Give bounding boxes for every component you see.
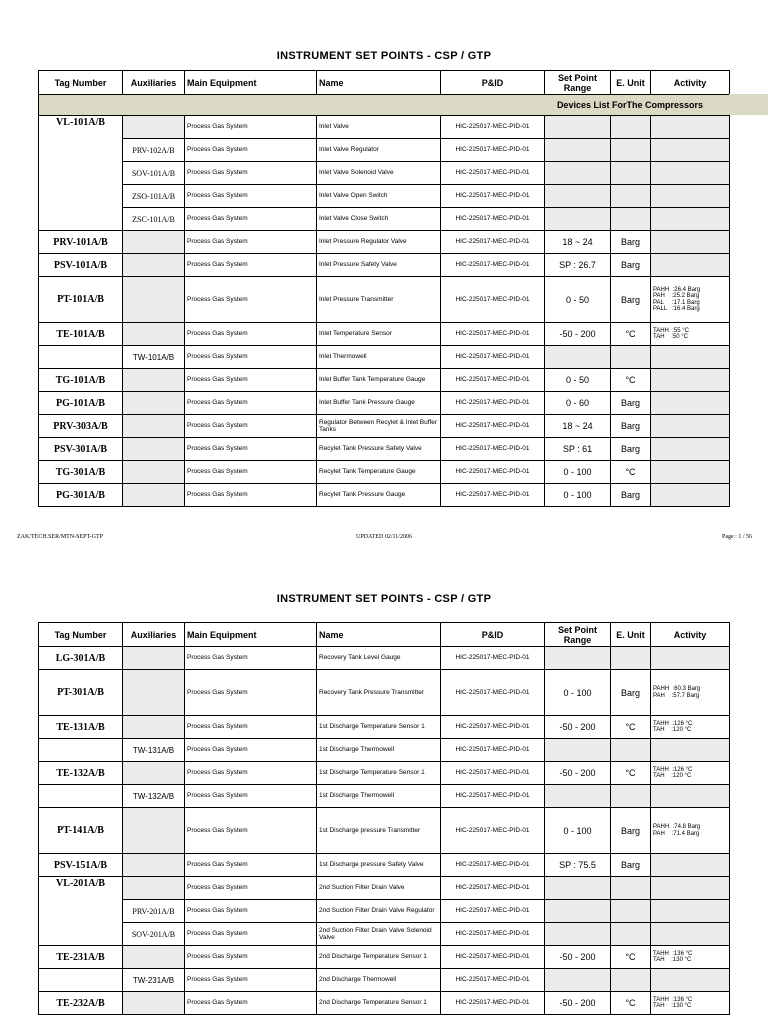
name-cell: Inlet Buffer Tank Temperature Gauge (317, 369, 441, 392)
unit-cell: °C (611, 992, 651, 1015)
set-point-cell: 0 - 60 (545, 392, 611, 415)
header-name: Name (317, 623, 441, 647)
table-row (39, 392, 730, 415)
set-point-cell (545, 346, 611, 369)
auxiliary-cell (123, 762, 185, 785)
header-tag-number: Tag Number (39, 623, 123, 647)
set-point-cell (545, 877, 611, 900)
set-point-cell (545, 923, 611, 946)
tag-number-cell (39, 346, 123, 369)
pid-cell: HIC-225017-MEC-PID-01 (441, 346, 545, 369)
unit-cell: Barg (611, 438, 651, 461)
set-point-cell (545, 116, 611, 139)
tag-number-cell: VL-201A/B (39, 877, 123, 946)
unit-cell (611, 785, 651, 808)
unit-cell: Barg (611, 484, 651, 507)
activity-cell (651, 438, 730, 461)
table-header-row (39, 623, 730, 647)
tag-number-cell: TE-132A/B (39, 762, 123, 785)
name-cell: Inlet Valve Regulator (317, 139, 441, 162)
unit-cell: Barg (611, 808, 651, 854)
auxiliary-cell (123, 854, 185, 877)
set-point-cell: -50 - 200 (545, 762, 611, 785)
pid-cell: HIC-225017-MEC-PID-01 (441, 877, 545, 900)
set-point-cell (545, 647, 611, 670)
tag-number-cell: TE-232A/B (39, 992, 123, 1015)
table-row (39, 162, 730, 185)
activity-cell (651, 346, 730, 369)
auxiliary-cell (123, 231, 185, 254)
table-row (39, 185, 730, 208)
auxiliary-cell (123, 277, 185, 323)
table-row (39, 923, 730, 946)
unit-cell: °C (611, 762, 651, 785)
activity-cell (651, 369, 730, 392)
header-e-unit: E. Unit (611, 71, 651, 95)
tag-number-cell: LG-301A/B (39, 647, 123, 670)
set-point-cell (545, 739, 611, 762)
activity-cell (651, 461, 730, 484)
header-auxiliaries: Auxiliaries (123, 71, 185, 95)
pid-cell: HIC-225017-MEC-PID-01 (441, 369, 545, 392)
name-cell: Inlet Pressure Regulator Valve (317, 231, 441, 254)
name-cell: 2nd Discharge Temperature Sensor 1 (317, 992, 441, 1015)
unit-cell (611, 139, 651, 162)
name-cell: 1st Discharge Temperature Sensor 1 (317, 762, 441, 785)
activity-cell: PAHH :26.4 Barg PAH :25.2 Barg PAL :17.1 Barg PALL :16.4 Barg (651, 277, 730, 323)
unit-cell (611, 969, 651, 992)
auxiliary-cell (123, 877, 185, 900)
tag-number-cell: PT-301A/B (39, 670, 123, 716)
name-cell: Recylet Tank Temperature Gauge (317, 461, 441, 484)
activity-cell (651, 415, 730, 438)
unit-cell: °C (611, 323, 651, 346)
pid-cell: HIC-225017-MEC-PID-01 (441, 923, 545, 946)
tag-number-cell (39, 739, 123, 762)
table-row (39, 254, 730, 277)
set-point-cell: 18 ~ 24 (545, 415, 611, 438)
name-cell: Recovery Tank Level Gauge (317, 647, 441, 670)
auxiliary-cell (123, 484, 185, 507)
header-pid: P&ID (441, 623, 545, 647)
table-row (39, 461, 730, 484)
activity-cell (651, 116, 730, 139)
set-point-cell: -50 - 200 (545, 992, 611, 1015)
table-row (39, 415, 730, 438)
set-point-cell: -50 - 200 (545, 946, 611, 969)
pid-cell: HIC-225017-MEC-PID-01 (441, 323, 545, 346)
name-cell: 1st Discharge pressure Transmitter (317, 808, 441, 854)
table-row (39, 116, 730, 139)
tag-number-cell: PSV-301A/B (39, 438, 123, 461)
pid-cell: HIC-225017-MEC-PID-01 (441, 992, 545, 1015)
main-equipment-cell: Process Gas System (185, 208, 317, 231)
auxiliary-cell (123, 369, 185, 392)
set-point-cell (545, 208, 611, 231)
main-equipment-cell: Process Gas System (185, 992, 317, 1015)
set-point-cell (545, 162, 611, 185)
set-point-cell: 18 ~ 24 (545, 231, 611, 254)
activity-cell (651, 185, 730, 208)
table-row (39, 716, 730, 739)
main-equipment-cell: Process Gas System (185, 670, 317, 716)
auxiliary-cell (123, 461, 185, 484)
main-equipment-cell: Process Gas System (185, 369, 317, 392)
set-point-cell: 0 - 100 (545, 461, 611, 484)
activity-cell (651, 484, 730, 507)
name-cell: Recovery Tank Pressure Transmitter (317, 670, 441, 716)
unit-cell: Barg (611, 392, 651, 415)
activity-cell (651, 231, 730, 254)
unit-cell: °C (611, 716, 651, 739)
unit-cell (611, 923, 651, 946)
main-equipment-cell: Process Gas System (185, 785, 317, 808)
pid-cell: HIC-225017-MEC-PID-01 (441, 254, 545, 277)
activity-cell: PAHH :60.3 Barg PAH :57.7 Barg (651, 670, 730, 716)
set-point-cell (545, 900, 611, 923)
table-row (39, 969, 730, 992)
activity-cell: TAHH :136 °C TAH :130 °C (651, 946, 730, 969)
activity-cell: TAHH :55 °C TAH :50 °C (651, 323, 730, 346)
table-header-row (39, 71, 730, 95)
auxiliary-cell (123, 647, 185, 670)
main-equipment-cell: Process Gas System (185, 231, 317, 254)
main-equipment-cell: Process Gas System (185, 438, 317, 461)
section-row (39, 95, 730, 116)
unit-cell: Barg (611, 254, 651, 277)
set-point-cell: 0 - 100 (545, 484, 611, 507)
header-pid: P&ID (441, 71, 545, 95)
pid-cell: HIC-225017-MEC-PID-01 (441, 116, 545, 139)
main-equipment-cell: Process Gas System (185, 185, 317, 208)
unit-cell: °C (611, 461, 651, 484)
set-point-cell: 0 - 50 (545, 369, 611, 392)
unit-cell (611, 647, 651, 670)
set-point-cell: -50 - 200 (545, 716, 611, 739)
name-cell: 1st Discharge pressure Safety Valve (317, 854, 441, 877)
main-equipment-cell: Process Gas System (185, 854, 317, 877)
header-e-unit: E. Unit (611, 623, 651, 647)
table-row (39, 438, 730, 461)
main-equipment-cell: Process Gas System (185, 808, 317, 854)
tag-number-cell: PG-101A/B (39, 392, 123, 415)
auxiliary-cell: TW-231A/B (123, 969, 185, 992)
name-cell: Inlet Temperature Sensor (317, 323, 441, 346)
unit-cell (611, 739, 651, 762)
tag-number-cell: PSV-101A/B (39, 254, 123, 277)
activity-cell (651, 162, 730, 185)
header-name: Name (317, 71, 441, 95)
activity-cell (651, 739, 730, 762)
activity-cell (651, 254, 730, 277)
header-set-point-range: Set Point Range (545, 71, 611, 95)
tag-number-cell: PT-141A/B (39, 808, 123, 854)
name-cell: 1st Discharge Thermowell (317, 785, 441, 808)
main-equipment-cell: Process Gas System (185, 116, 317, 139)
pid-cell: HIC-225017-MEC-PID-01 (441, 415, 545, 438)
section-banner-extension (729, 94, 768, 115)
name-cell: 2nd Discharge Temperature Sensor 1 (317, 946, 441, 969)
table-row (39, 208, 730, 231)
pid-cell: HIC-225017-MEC-PID-01 (441, 484, 545, 507)
footer-page-number: Page : 1 / 56 (722, 534, 752, 540)
main-equipment-cell: Process Gas System (185, 923, 317, 946)
name-cell: Inlet Valve (317, 116, 441, 139)
header-activity: Activity (651, 623, 730, 647)
unit-cell: °C (611, 946, 651, 969)
pid-cell: HIC-225017-MEC-PID-01 (441, 785, 545, 808)
tag-number-cell: PRV-303A/B (39, 415, 123, 438)
table-row (39, 739, 730, 762)
name-cell: Recylet Tank Pressure Safety Valve (317, 438, 441, 461)
pid-cell: HIC-225017-MEC-PID-01 (441, 762, 545, 785)
main-equipment-cell: Process Gas System (185, 647, 317, 670)
auxiliary-cell: ZSC-101A/B (123, 208, 185, 231)
main-equipment-cell: Process Gas System (185, 716, 317, 739)
table-row (39, 346, 730, 369)
tag-number-cell (39, 785, 123, 808)
name-cell: 1st Discharge Thermowell (317, 739, 441, 762)
table-row (39, 762, 730, 785)
name-cell: Inlet Valve Close Switch (317, 208, 441, 231)
tag-number-cell: VL-101A/B (39, 116, 123, 231)
auxiliary-cell (123, 415, 185, 438)
tag-number-cell: PT-101A/B (39, 277, 123, 323)
pid-cell: HIC-225017-MEC-PID-01 (441, 231, 545, 254)
name-cell: Inlet Pressure Safety Valve (317, 254, 441, 277)
pid-cell: HIC-225017-MEC-PID-01 (441, 739, 545, 762)
header-main-equipment: Main Equipment (185, 71, 317, 95)
activity-cell: TAHH :126 °C TAH :120 °C (651, 716, 730, 739)
auxiliary-cell (123, 254, 185, 277)
unit-cell: °C (611, 369, 651, 392)
unit-cell (611, 185, 651, 208)
pid-cell: HIC-225017-MEC-PID-01 (441, 900, 545, 923)
tag-number-cell: PSV-151A/B (39, 854, 123, 877)
set-point-cell: 0 - 100 (545, 808, 611, 854)
tag-number-cell: TE-231A/B (39, 946, 123, 969)
activity-cell (651, 139, 730, 162)
pid-cell: HIC-225017-MEC-PID-01 (441, 808, 545, 854)
tag-number-cell: TE-131A/B (39, 716, 123, 739)
pid-cell: HIC-225017-MEC-PID-01 (441, 277, 545, 323)
pid-cell: HIC-225017-MEC-PID-01 (441, 969, 545, 992)
set-point-cell: SP : 75.5 (545, 854, 611, 877)
table-row (39, 946, 730, 969)
name-cell: Inlet Pressure Transmitter (317, 277, 441, 323)
unit-cell (611, 162, 651, 185)
activity-cell (651, 854, 730, 877)
pid-cell: HIC-225017-MEC-PID-01 (441, 438, 545, 461)
table-row (39, 323, 730, 346)
table-row (39, 670, 730, 716)
name-cell: Inlet Buffer Tank Pressure Gauge (317, 392, 441, 415)
table-row (39, 808, 730, 854)
set-points-table-2 (38, 622, 730, 1015)
set-point-cell (545, 139, 611, 162)
main-equipment-cell: Process Gas System (185, 946, 317, 969)
set-points-table-1 (38, 70, 730, 507)
pid-cell: HIC-225017-MEC-PID-01 (441, 670, 545, 716)
main-equipment-cell: Process Gas System (185, 162, 317, 185)
footer-updated: UPDATED 02/11/2006 (356, 534, 412, 540)
activity-cell (651, 900, 730, 923)
unit-cell: Barg (611, 231, 651, 254)
auxiliary-cell (123, 992, 185, 1015)
tag-number-cell: TE-101A/B (39, 323, 123, 346)
main-equipment-cell: Process Gas System (185, 739, 317, 762)
auxiliary-cell (123, 670, 185, 716)
auxiliary-cell: PRV-201A/B (123, 900, 185, 923)
header-activity: Activity (651, 71, 730, 95)
name-cell: Regulator Between Recylet & Inlet Buffer Tanks (317, 415, 441, 438)
set-point-cell (545, 185, 611, 208)
unit-cell (611, 877, 651, 900)
activity-cell (651, 208, 730, 231)
pid-cell: HIC-225017-MEC-PID-01 (441, 185, 545, 208)
auxiliary-cell: SOV-201A/B (123, 923, 185, 946)
table-row (39, 877, 730, 900)
table-row (39, 277, 730, 323)
header-tag-number: Tag Number (39, 71, 123, 95)
name-cell: Inlet Valve Open Switch (317, 185, 441, 208)
set-point-cell: -50 - 200 (545, 323, 611, 346)
table-row (39, 785, 730, 808)
activity-cell: TAHH :126 °C TAH :120 °C (651, 762, 730, 785)
unit-cell (611, 900, 651, 923)
pid-cell: HIC-225017-MEC-PID-01 (441, 461, 545, 484)
main-equipment-cell: Process Gas System (185, 900, 317, 923)
page-title-1: INSTRUMENT SET POINTS - CSP / GTP (276, 50, 492, 62)
activity-cell: TAHH :136 °C TAH :130 °C (651, 992, 730, 1015)
pid-cell: HIC-225017-MEC-PID-01 (441, 208, 545, 231)
table-row (39, 484, 730, 507)
pid-cell: HIC-225017-MEC-PID-01 (441, 716, 545, 739)
unit-cell (611, 208, 651, 231)
activity-cell (651, 785, 730, 808)
auxiliary-cell (123, 392, 185, 415)
header-set-point-range: Set Point Range (545, 623, 611, 647)
name-cell: Inlet Thermowell (317, 346, 441, 369)
main-equipment-cell: Process Gas System (185, 969, 317, 992)
auxiliary-cell (123, 808, 185, 854)
tag-number-cell: PG-301A/B (39, 484, 123, 507)
table-row (39, 992, 730, 1015)
main-equipment-cell: Process Gas System (185, 392, 317, 415)
set-point-cell: 0 - 100 (545, 670, 611, 716)
tag-number-cell (39, 969, 123, 992)
activity-cell (651, 877, 730, 900)
table-row (39, 231, 730, 254)
pid-cell: HIC-225017-MEC-PID-01 (441, 392, 545, 415)
footer-reference: ZAK/TECH.SER/MTN-SEPT-GTP (17, 534, 103, 540)
unit-cell: Barg (611, 415, 651, 438)
table-row (39, 900, 730, 923)
auxiliary-cell: TW-101A/B (123, 346, 185, 369)
tag-number-cell: TG-301A/B (39, 461, 123, 484)
activity-cell (651, 647, 730, 670)
set-point-cell: 0 - 50 (545, 277, 611, 323)
table-row (39, 369, 730, 392)
main-equipment-cell: Process Gas System (185, 254, 317, 277)
main-equipment-cell: Process Gas System (185, 277, 317, 323)
pid-cell: HIC-225017-MEC-PID-01 (441, 647, 545, 670)
pid-cell: HIC-225017-MEC-PID-01 (441, 139, 545, 162)
auxiliary-cell (123, 716, 185, 739)
auxiliary-cell (123, 323, 185, 346)
pid-cell: HIC-225017-MEC-PID-01 (441, 162, 545, 185)
auxiliary-cell (123, 116, 185, 139)
auxiliary-cell: TW-131A/B (123, 739, 185, 762)
auxiliary-cell: TW-132A/B (123, 785, 185, 808)
pid-cell: HIC-225017-MEC-PID-01 (441, 854, 545, 877)
table-row (39, 139, 730, 162)
unit-cell: Barg (611, 854, 651, 877)
main-equipment-cell: Process Gas System (185, 139, 317, 162)
auxiliary-cell: SOV-101A/B (123, 162, 185, 185)
main-equipment-cell: Process Gas System (185, 415, 317, 438)
set-point-cell: SP : 61 (545, 438, 611, 461)
set-point-cell: SP : 26.7 (545, 254, 611, 277)
name-cell: 2nd Discharge Thermowell (317, 969, 441, 992)
main-equipment-cell: Process Gas System (185, 323, 317, 346)
unit-cell: Barg (611, 670, 651, 716)
table-row (39, 647, 730, 670)
auxiliary-cell (123, 438, 185, 461)
header-main-equipment: Main Equipment (185, 623, 317, 647)
main-equipment-cell: Process Gas System (185, 877, 317, 900)
unit-cell: Barg (611, 277, 651, 323)
auxiliary-cell: PRV-102A/B (123, 139, 185, 162)
tag-number-cell: PRV-101A/B (39, 231, 123, 254)
auxiliary-cell: ZSO-101A/B (123, 185, 185, 208)
activity-cell: PAHH :74.8 Barg PAH :71.4 Barg (651, 808, 730, 854)
header-auxiliaries: Auxiliaries (123, 623, 185, 647)
main-equipment-cell: Process Gas System (185, 461, 317, 484)
table-row (39, 854, 730, 877)
set-point-cell (545, 785, 611, 808)
activity-cell (651, 923, 730, 946)
main-equipment-cell: Process Gas System (185, 346, 317, 369)
name-cell: 1st Discharge Temperature Sensor 1 (317, 716, 441, 739)
page-title-2: INSTRUMENT SET POINTS - CSP / GTP (276, 593, 492, 605)
main-equipment-cell: Process Gas System (185, 484, 317, 507)
name-cell: 2nd Suction Filter Drain Valve Solenoid Valve (317, 923, 441, 946)
unit-cell (611, 116, 651, 139)
activity-cell (651, 969, 730, 992)
pid-cell: HIC-225017-MEC-PID-01 (441, 946, 545, 969)
name-cell: Recylet Tank Pressure Gauge (317, 484, 441, 507)
main-equipment-cell: Process Gas System (185, 762, 317, 785)
set-point-cell (545, 969, 611, 992)
section-banner: Devices List ForThe Compressors (39, 95, 730, 116)
activity-cell (651, 392, 730, 415)
auxiliary-cell (123, 946, 185, 969)
unit-cell (611, 346, 651, 369)
tag-number-cell: TG-101A/B (39, 369, 123, 392)
name-cell: Inlet Valve Solenoid Valve (317, 162, 441, 185)
name-cell: 2nd Suction Filter Drain Valve (317, 877, 441, 900)
name-cell: 2nd Suction Filter Drain Valve Regulator (317, 900, 441, 923)
